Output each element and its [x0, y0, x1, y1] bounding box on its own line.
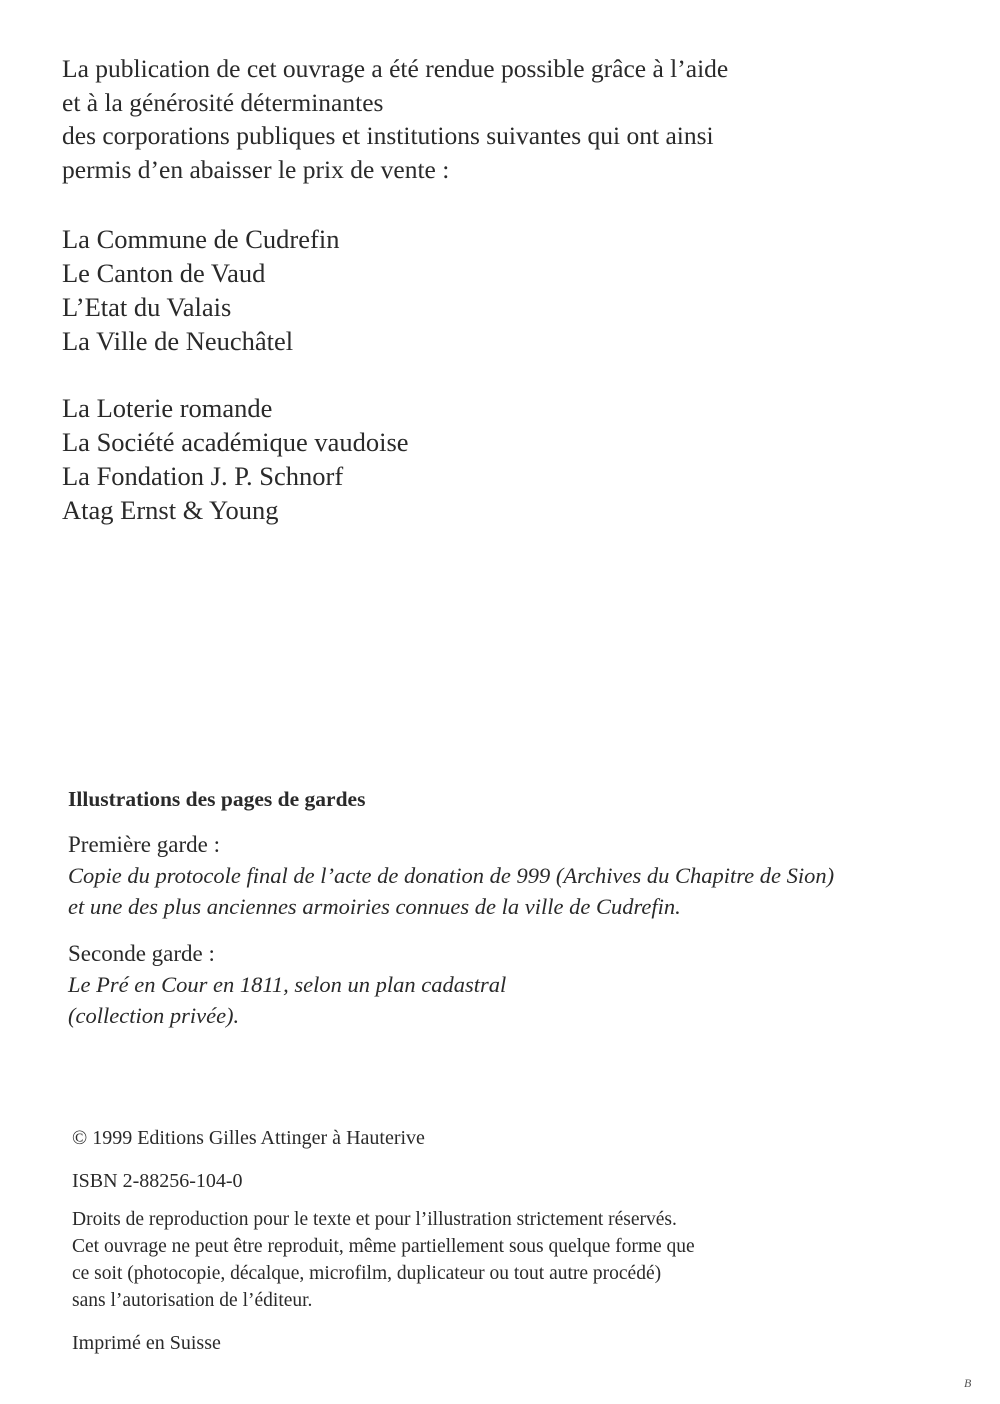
first-garde-description: et une des plus anciennes armoiries connues de la ville de Cudrefin. [68, 894, 681, 919]
sponsor-item: La Ville de Neuchâtel [62, 326, 294, 356]
rights-line: Droits de reproduction pour le texte et pour l’illustration strictement réservés. [72, 1209, 677, 1230]
first-garde-label: Première garde : [68, 832, 220, 857]
corner-page-mark: B [964, 1376, 972, 1390]
first-garde-description: Copie du protocole final de l’acte de donation de 999 (Archives du Chapitre de Sion) [68, 863, 835, 888]
intro-line: des corporations publiques et institutions suivantes qui ont ainsi [62, 121, 714, 150]
copyright-notice: © 1999 Editions Gilles Attinger à Hauterive [72, 1127, 425, 1149]
sponsor-item: La Loterie romande [62, 393, 273, 423]
first-garde [68, 830, 834, 922]
illustrations-heading: Illustrations des pages de gardes [68, 787, 366, 811]
intro-line: et à la générosité déterminantes [62, 87, 384, 117]
illustrations-section [68, 784, 834, 1048]
rights-line: Cet ouvrage ne peut être reproduit, même partiellement sous quelque forme que [72, 1236, 695, 1257]
sponsor-item: Le Canton de Vaud [62, 258, 266, 288]
second-garde-label: Seconde garde : [68, 941, 215, 966]
rights-line: ce soit (photocopie, décalque, microfilm, duplicateur ou tout autre procédé) [72, 1263, 662, 1284]
private-sponsors-list [62, 391, 409, 527]
sponsor-item: La Commune de Cudrefin [62, 224, 340, 254]
second-garde-description: (collection privée). [68, 1003, 240, 1028]
sponsor-item: La Fondation J. P. Schnorf [62, 461, 344, 491]
isbn-number: ISBN 2-88256-104-0 [72, 1170, 243, 1192]
intro-line: permis d’en abaisser le prix de vente : [62, 154, 450, 184]
rights-notice [72, 1206, 695, 1314]
second-garde [68, 939, 834, 1031]
colophon-section [72, 1124, 695, 1357]
sponsor-item: La Société académique vaudoise [62, 427, 409, 457]
sponsor-item: L’Etat du Valais [62, 292, 232, 322]
sponsor-item: Atag Ernst & Young [62, 495, 279, 525]
public-sponsors-list [62, 222, 339, 358]
rights-line: sans l’autorisation de l’éditeur. [72, 1290, 313, 1311]
intro-line: La publication de cet ouvrage a été rendue possible grâce à l’aide [62, 54, 729, 83]
intro-paragraph [62, 52, 728, 186]
printed-in-notice: Imprimé en Suisse [72, 1332, 221, 1354]
second-garde-description: Le Pré en Cour en 1811, selon un plan cadastral [68, 972, 507, 997]
